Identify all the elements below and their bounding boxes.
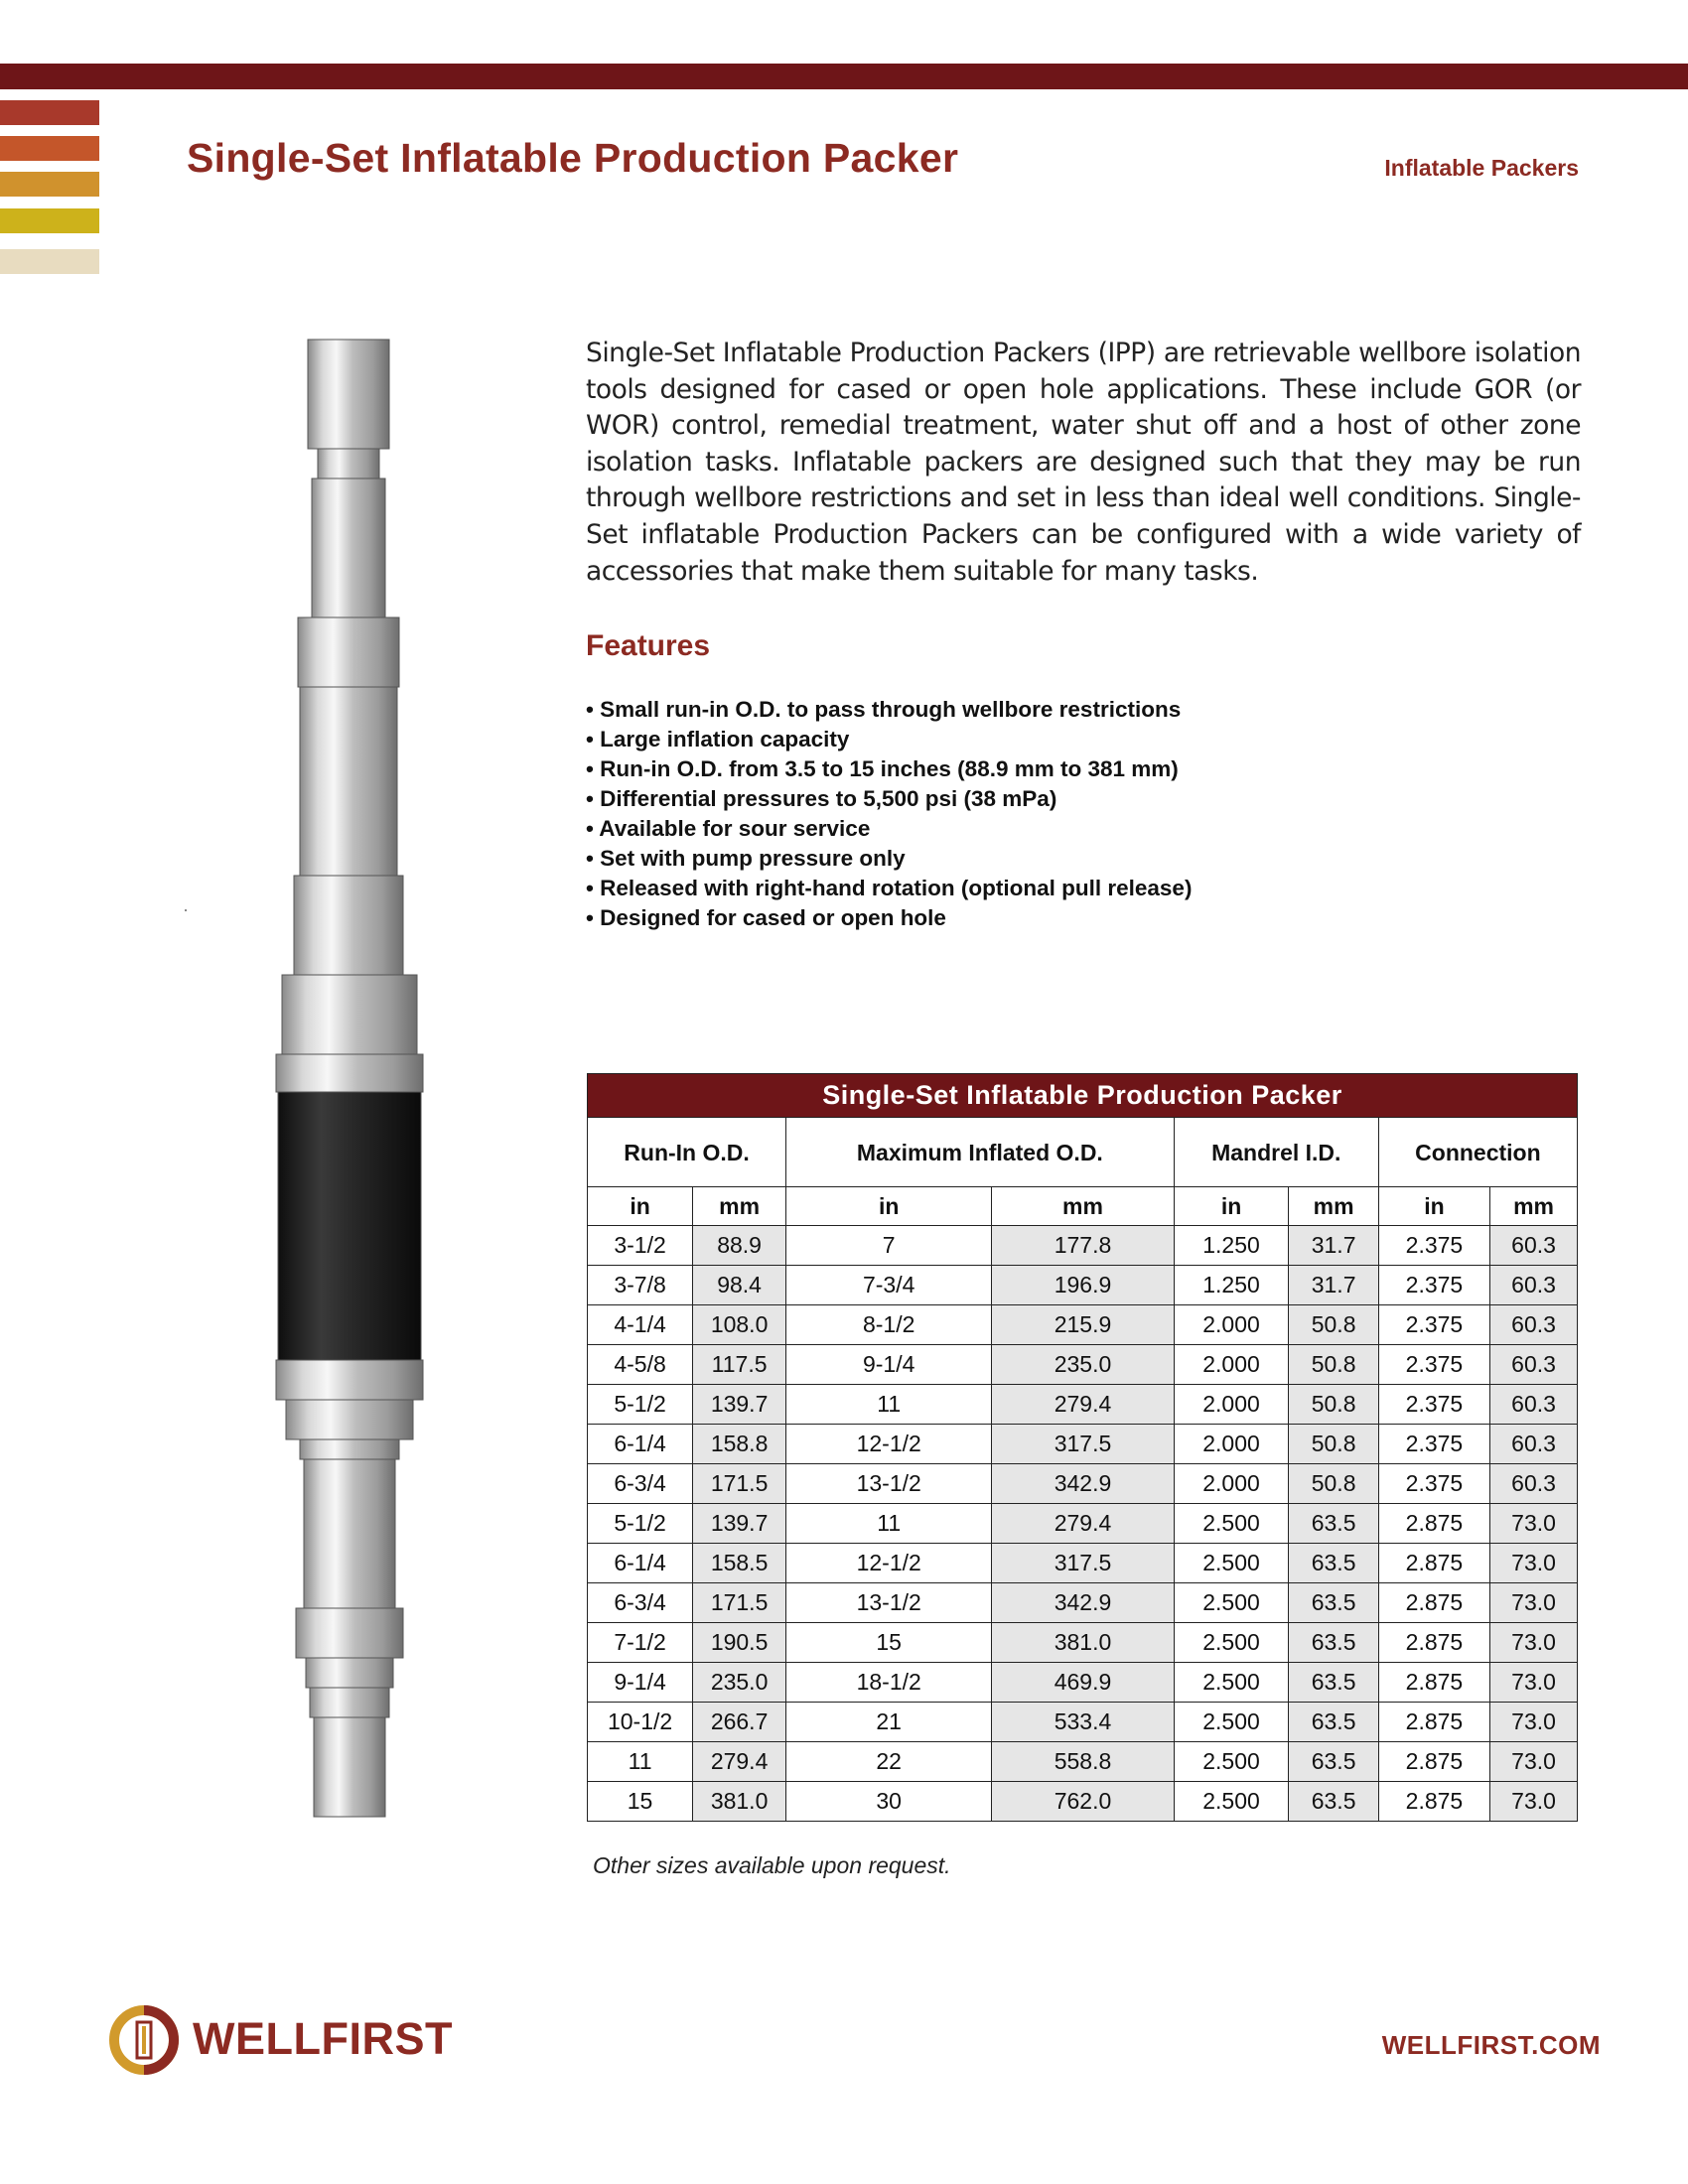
unit-header: in	[1174, 1187, 1289, 1226]
unit-header: in	[1378, 1187, 1489, 1226]
table-cell: 235.0	[992, 1345, 1174, 1385]
table-cell: 30	[786, 1782, 992, 1822]
table-cell: 13-1/2	[786, 1583, 992, 1623]
website-link[interactable]: WELLFIRST.COM	[1381, 2030, 1601, 2060]
table-cell: 2.000	[1174, 1464, 1289, 1504]
table-cell: 266.7	[693, 1703, 786, 1742]
table-cell: 177.8	[992, 1226, 1174, 1266]
table-cell: 469.9	[992, 1663, 1174, 1703]
table-cell: 2.000	[1174, 1345, 1289, 1385]
table-cell: 5-1/2	[588, 1504, 693, 1544]
table-cell: 73.0	[1490, 1663, 1578, 1703]
features-heading: Features	[586, 629, 711, 662]
table-cell: 1.250	[1174, 1226, 1289, 1266]
feature-item: • Set with pump pressure only	[586, 846, 906, 871]
table-cell: 2.875	[1378, 1544, 1489, 1583]
table-cell: 50.8	[1289, 1385, 1378, 1425]
table-cell: 158.8	[693, 1425, 786, 1464]
table-cell: 12-1/2	[786, 1425, 992, 1464]
table-cell: 279.4	[992, 1385, 1174, 1425]
header-bar	[0, 64, 1688, 89]
table-cell: 6-1/4	[588, 1425, 693, 1464]
table-cell: 2.375	[1378, 1385, 1489, 1425]
table-cell: 2.375	[1378, 1305, 1489, 1345]
table-cell: 158.5	[693, 1544, 786, 1583]
table-caption: Single-Set Inflatable Production Packer	[588, 1074, 1578, 1118]
table-cell: 196.9	[992, 1266, 1174, 1305]
table-cell: 7-1/2	[588, 1623, 693, 1663]
table-cell: 2.875	[1378, 1504, 1489, 1544]
feature-item: • Small run-in O.D. to pass through wellbore restrictions	[586, 697, 1182, 722]
table-cell: 98.4	[693, 1266, 786, 1305]
table-cell: 50.8	[1289, 1305, 1378, 1345]
table-cell: 18-1/2	[786, 1663, 992, 1703]
unit-header: mm	[1289, 1187, 1378, 1226]
table-cell: 6-3/4	[588, 1464, 693, 1504]
table-row	[588, 1226, 1578, 1266]
feature-item: • Designed for cased or open hole	[586, 905, 946, 930]
table-cell: 2.500	[1174, 1742, 1289, 1782]
table-cell: 15	[786, 1623, 992, 1663]
table-cell: 4-5/8	[588, 1345, 693, 1385]
feature-item: • Released with right-hand rotation (optional pull release)	[586, 876, 1193, 900]
table-row	[588, 1305, 1578, 1345]
table-cell: 2.875	[1378, 1583, 1489, 1623]
table-cell: 2.000	[1174, 1305, 1289, 1345]
table-cell: 139.7	[693, 1504, 786, 1544]
table-row	[588, 1782, 1578, 1822]
page-title: Single-Set Inflatable Production Packer	[187, 135, 959, 181]
table-cell: 342.9	[992, 1583, 1174, 1623]
table-cell: 317.5	[992, 1425, 1174, 1464]
table-row	[588, 1544, 1578, 1583]
spec-table	[587, 1073, 1578, 1822]
table-cell: 73.0	[1490, 1623, 1578, 1663]
table-cell: 2.500	[1174, 1583, 1289, 1623]
feature-item: • Available for sour service	[586, 816, 871, 841]
table-cell: 9-1/4	[786, 1345, 992, 1385]
table-cell: 7	[786, 1226, 992, 1266]
table-cell: 60.3	[1490, 1226, 1578, 1266]
table-cell: 7-3/4	[786, 1266, 992, 1305]
table-cell: 60.3	[1490, 1266, 1578, 1305]
table-cell: 9-1/4	[588, 1663, 693, 1703]
table-cell: 22	[786, 1742, 992, 1782]
table-cell: 50.8	[1289, 1464, 1378, 1504]
table-cell: 2.375	[1378, 1464, 1489, 1504]
features-list	[586, 695, 1628, 933]
table-cell: 63.5	[1289, 1742, 1378, 1782]
table-cell: 2.375	[1378, 1425, 1489, 1464]
unit-header: in	[786, 1187, 992, 1226]
table-cell: 60.3	[1490, 1385, 1578, 1425]
table-row	[588, 1385, 1578, 1425]
category-label: Inflatable Packers	[1384, 155, 1579, 181]
table-cell: 11	[588, 1742, 693, 1782]
table-cell: 15	[588, 1782, 693, 1822]
brand-logo-text: WELLFIRST	[193, 2013, 453, 2064]
table-cell: 2.375	[1378, 1345, 1489, 1385]
table-cell: 1.250	[1174, 1266, 1289, 1305]
table-cell: 11	[786, 1385, 992, 1425]
table-cell: 2.375	[1378, 1266, 1489, 1305]
table-cell: 73.0	[1490, 1742, 1578, 1782]
table-cell: 2.500	[1174, 1623, 1289, 1663]
table-cell: 171.5	[693, 1464, 786, 1504]
table-cell: 8-1/2	[786, 1305, 992, 1345]
column-group-header: Mandrel I.D.	[1174, 1118, 1378, 1187]
table-cell: 4-1/4	[588, 1305, 693, 1345]
packer-tool-image	[260, 328, 439, 1837]
table-cell: 342.9	[992, 1464, 1174, 1504]
table-cell: 2.500	[1174, 1504, 1289, 1544]
table-cell: 73.0	[1490, 1544, 1578, 1583]
table-cell: 73.0	[1490, 1782, 1578, 1822]
table-cell: 2.000	[1174, 1425, 1289, 1464]
decor-dot	[185, 909, 187, 911]
intro-paragraph: Single-Set Inflatable Production Packers (IPP) are retrievable wellbore isolation tools designed for cased or open hole applications. These include GOR (or WOR) control, remedial treatment, water shut off and a host of other zone isolation tasks. Inflatable packers are designed such that they may be run through wellbore restrictions and set in less than ideal well conditions. Single-Set inflatable Production Packers can be configured with a wide variety of accessories that make them suitable for many tasks.	[586, 338, 1581, 587]
table-cell: 215.9	[992, 1305, 1174, 1345]
table-row	[588, 1345, 1578, 1385]
table-cell: 2.500	[1174, 1703, 1289, 1742]
table-cell: 762.0	[992, 1782, 1174, 1822]
table-cell: 558.8	[992, 1742, 1174, 1782]
table-cell: 2.500	[1174, 1663, 1289, 1703]
feature-item: • Large inflation capacity	[586, 727, 850, 751]
decor-stripe	[0, 136, 99, 161]
table-cell: 2.500	[1174, 1782, 1289, 1822]
table-cell: 108.0	[693, 1305, 786, 1345]
table-row	[588, 1583, 1578, 1623]
table-cell: 117.5	[693, 1345, 786, 1385]
table-cell: 2.875	[1378, 1623, 1489, 1663]
table-cell: 279.4	[992, 1504, 1174, 1544]
table-cell: 317.5	[992, 1544, 1174, 1583]
table-cell: 279.4	[693, 1742, 786, 1782]
table-cell: 63.5	[1289, 1583, 1378, 1623]
table-cell: 50.8	[1289, 1345, 1378, 1385]
unit-header: mm	[1490, 1187, 1578, 1226]
table-cell: 88.9	[693, 1226, 786, 1266]
table-cell: 2.875	[1378, 1663, 1489, 1703]
table-row	[588, 1742, 1578, 1782]
table-cell: 533.4	[992, 1703, 1174, 1742]
table-cell: 73.0	[1490, 1504, 1578, 1544]
table-row	[588, 1266, 1578, 1305]
table-cell: 235.0	[693, 1663, 786, 1703]
table-cell: 2.875	[1378, 1703, 1489, 1742]
table-cell: 2.000	[1174, 1385, 1289, 1425]
table-cell: 3-7/8	[588, 1266, 693, 1305]
table-cell: 2.875	[1378, 1782, 1489, 1822]
table-cell: 381.0	[992, 1623, 1174, 1663]
table-cell: 63.5	[1289, 1504, 1378, 1544]
table-cell: 63.5	[1289, 1782, 1378, 1822]
table-cell: 11	[786, 1504, 992, 1544]
feature-item: • Differential pressures to 5,500 psi (38 mPa)	[586, 786, 1057, 811]
column-group-header: Run-In O.D.	[588, 1118, 786, 1187]
table-cell: 139.7	[693, 1385, 786, 1425]
table-cell: 5-1/2	[588, 1385, 693, 1425]
table-cell: 13-1/2	[786, 1464, 992, 1504]
table-cell: 6-3/4	[588, 1583, 693, 1623]
table-cell: 63.5	[1289, 1663, 1378, 1703]
table-cell: 73.0	[1490, 1583, 1578, 1623]
table-note: Other sizes available upon request.	[593, 1852, 951, 1878]
table-row	[588, 1663, 1578, 1703]
table-cell: 73.0	[1490, 1703, 1578, 1742]
table-cell: 2.875	[1378, 1742, 1489, 1782]
unit-header: in	[588, 1187, 693, 1226]
decor-stripe	[0, 208, 99, 233]
table-cell: 190.5	[693, 1623, 786, 1663]
feature-item: • Run-in O.D. from 3.5 to 15 inches (88.9 mm to 381 mm)	[586, 756, 1179, 781]
table-cell: 63.5	[1289, 1623, 1378, 1663]
table-row	[588, 1425, 1578, 1464]
table-cell: 3-1/2	[588, 1226, 693, 1266]
decor-stripe	[0, 249, 99, 274]
unit-header: mm	[992, 1187, 1174, 1226]
column-group-header: Connection	[1378, 1118, 1577, 1187]
table-cell: 10-1/2	[588, 1703, 693, 1742]
table-cell: 2.375	[1378, 1226, 1489, 1266]
unit-header: mm	[693, 1187, 786, 1226]
table-cell: 21	[786, 1703, 992, 1742]
table-cell: 63.5	[1289, 1703, 1378, 1742]
table-row	[588, 1703, 1578, 1742]
table-cell: 60.3	[1490, 1305, 1578, 1345]
table-cell: 60.3	[1490, 1345, 1578, 1385]
table-cell: 50.8	[1289, 1425, 1378, 1464]
table-cell: 2.500	[1174, 1544, 1289, 1583]
table-row	[588, 1464, 1578, 1504]
table-cell: 60.3	[1490, 1425, 1578, 1464]
table-cell: 171.5	[693, 1583, 786, 1623]
table-cell: 381.0	[693, 1782, 786, 1822]
decor-stripe	[0, 100, 99, 125]
column-group-header: Maximum Inflated O.D.	[786, 1118, 1175, 1187]
decor-stripe	[0, 172, 99, 197]
table-cell: 12-1/2	[786, 1544, 992, 1583]
table-cell: 31.7	[1289, 1226, 1378, 1266]
table-cell: 60.3	[1490, 1464, 1578, 1504]
table-row	[588, 1623, 1578, 1663]
table-cell: 63.5	[1289, 1544, 1378, 1583]
table-cell: 31.7	[1289, 1266, 1378, 1305]
table-row	[588, 1504, 1578, 1544]
table-cell: 6-1/4	[588, 1544, 693, 1583]
